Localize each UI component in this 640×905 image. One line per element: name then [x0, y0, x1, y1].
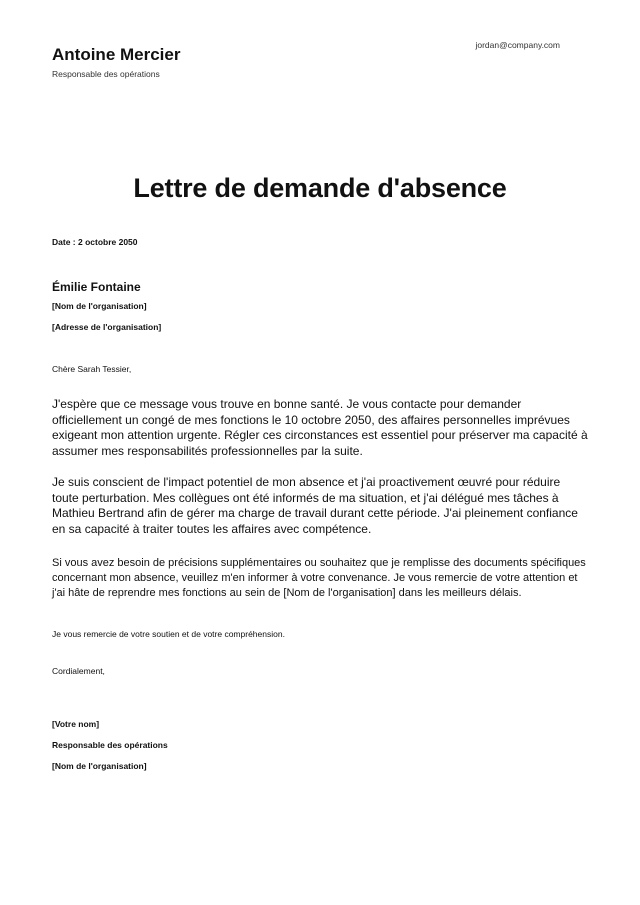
- signature-name: [Votre nom]: [52, 719, 100, 729]
- signature-organization: [Nom de l'organisation]: [52, 761, 147, 771]
- recipient-address: [Adresse de l'organisation]: [52, 322, 162, 332]
- document-title: Lettre de demande d'absence: [133, 173, 507, 203]
- body-paragraph: Si vous avez besoin de précisions supplémentaires ou souhaitez que je remplisse des documents spécifiques concernant mon absence, veuillez m'en informer à votre convenance. Je vous remercie de votre attention et j'ai hâte de reprendre mes fonctions au sein de [Nom de l'organisation] dans les meilleurs délais.: [52, 557, 586, 599]
- letter-date: Date : 2 octobre 2050: [52, 237, 138, 247]
- sender-email: jordan@company.com: [475, 40, 560, 50]
- body-paragraph: J'espère que ce message vous trouve en bonne santé. Je vous contacte pour demander officiellement un congé de mes fonctions le 10 octobre 2050, des affaires personnelles imprévues exigeant mon attention urgente. Régler ces circonstances est essentiel pour préserver ma capacité à assumer mes responsabilités professionnelles par la suite.: [52, 397, 588, 458]
- signature-title: Responsable des opérations: [52, 740, 168, 750]
- thanks-line: Je vous remercie de votre soutien et de votre compréhension.: [52, 629, 285, 639]
- closing-line: Cordialement,: [52, 666, 105, 676]
- body-paragraph: Je suis conscient de l'impact potentiel de mon absence et j'ai proactivement œuvré pour réduire toute perturbation. Mes collègues ont été informés de ma situation, et j'ai délégué mes tâches à Mathieu Bertrand afin de gérer ma charge de travail durant cette période. J'ai pleinement confiance en sa capacité à traiter toutes les affaires avec compétence.: [52, 475, 578, 536]
- recipient-name: Émilie Fontaine: [52, 280, 141, 294]
- recipient-organization: [Nom de l'organisation]: [52, 301, 147, 311]
- salutation: Chère Sarah Tessier,: [52, 364, 132, 374]
- sender-title: Responsable des opérations: [52, 69, 160, 79]
- sender-name: Antoine Mercier: [52, 45, 181, 64]
